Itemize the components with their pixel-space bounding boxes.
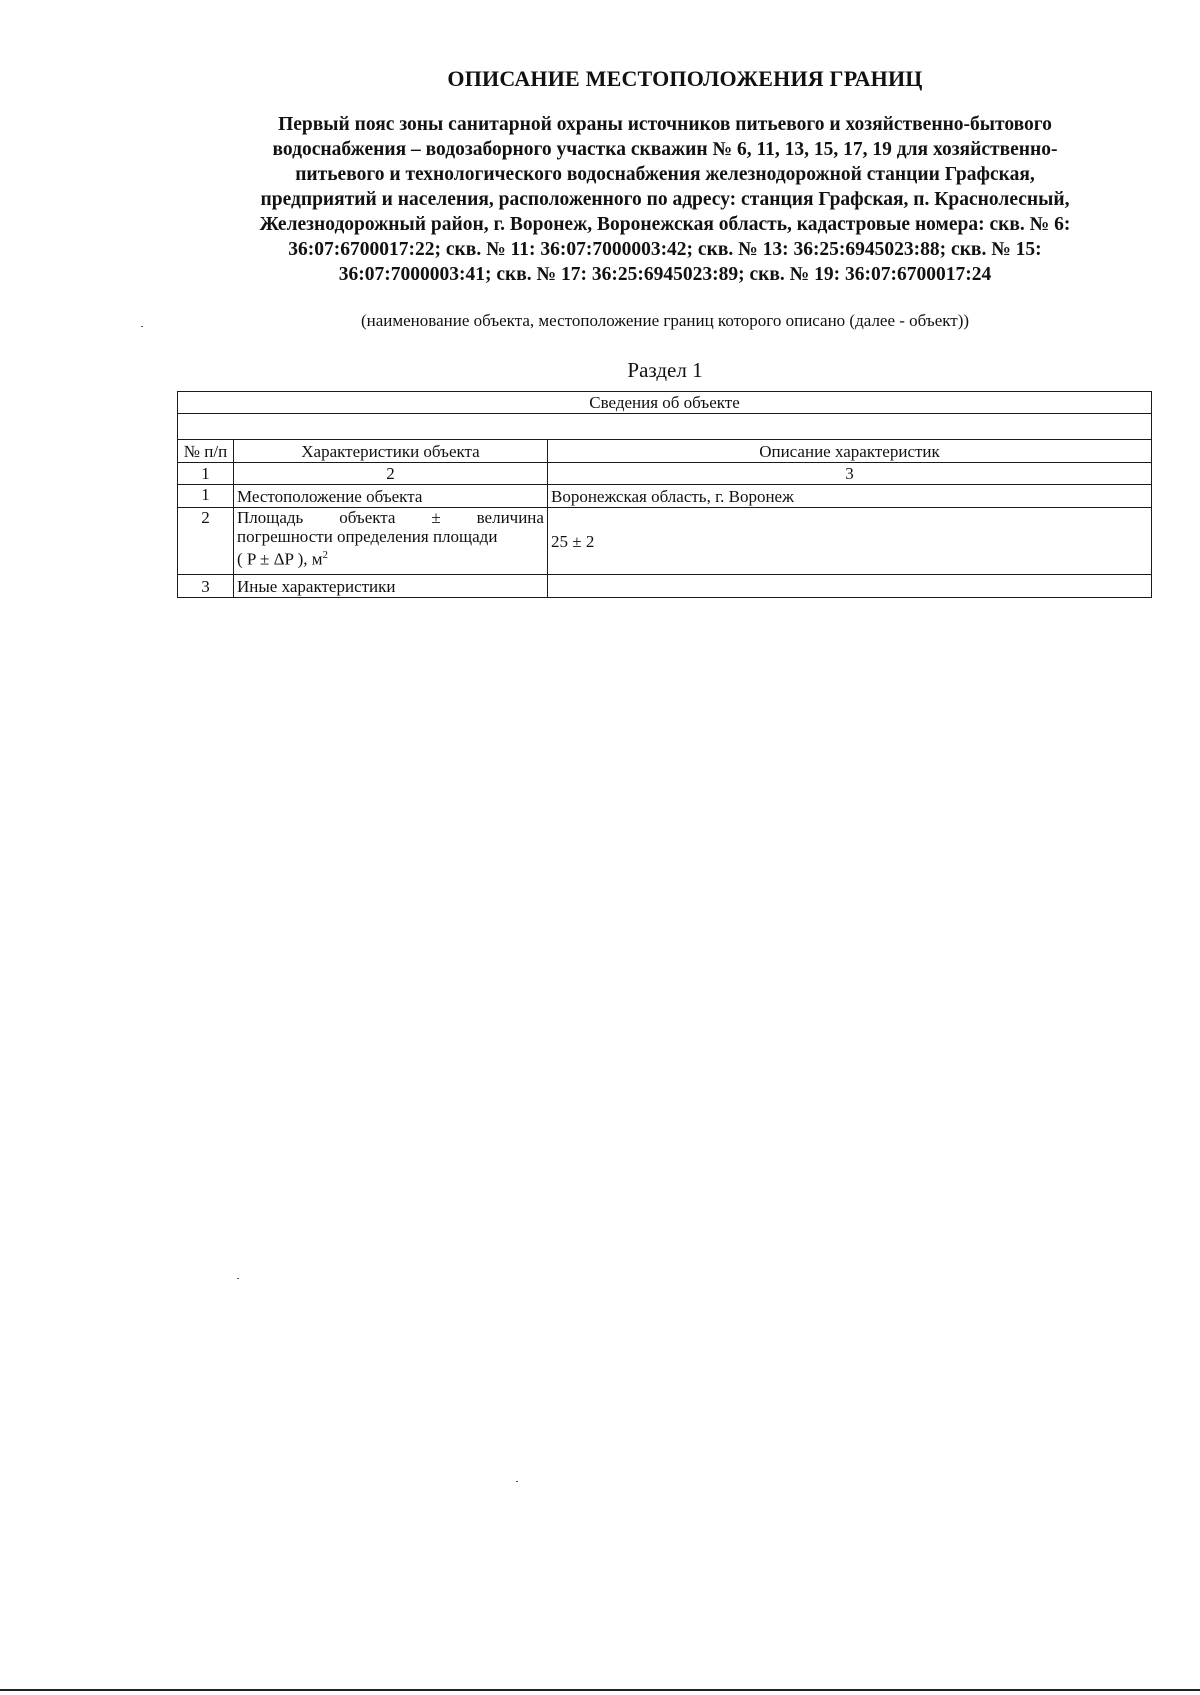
row-characteristic: Местоположение объекта: [234, 485, 548, 508]
table-header-row: [178, 392, 1152, 414]
column-number: 1: [178, 463, 234, 485]
object-name-line: питьевого и технологического водоснабжения железнодорожной станции Графская,: [295, 164, 1035, 185]
table-header: Сведения об объекте: [178, 392, 1152, 414]
row-number: 1: [178, 485, 234, 508]
scan-speck: [237, 1278, 239, 1279]
column-number: 3: [548, 463, 1152, 485]
object-name-line: Первый пояс зоны санитарной охраны источников питьевого и хозяйственно-бытового: [278, 114, 1052, 135]
object-caption: (наименование объекта, местоположение границ которого описано (далее - объект)): [360, 311, 970, 330]
page-bottom-rule: [0, 1689, 1200, 1691]
table-row: [178, 485, 1152, 508]
characteristic-word: величина: [476, 508, 544, 527]
characteristic-formula: ( P ± ΔP ), м: [237, 549, 323, 569]
object-name-line: 36:07:7000003:41; скв. № 17: 36:25:6945023:89; скв. № 19: 36:07:6700017:24: [338, 264, 992, 285]
object-name-line: 36:07:6700017:22; скв. № 11: 36:07:7000003:42; скв. № 13: 36:25:6945023:88; скв. № 15:: [288, 239, 1042, 260]
table-column-numbers: [178, 463, 1152, 485]
row-description: 25 ± 2: [548, 508, 1152, 575]
characteristic-line: [237, 546, 544, 569]
scan-speck: [516, 1481, 518, 1482]
column-header-number: № п/п: [178, 440, 234, 463]
characteristic-word: Площадь: [237, 508, 304, 527]
document-title: ОПИСАНИЕ МЕСТОПОЛОЖЕНИЯ ГРАНИЦ: [447, 66, 923, 91]
object-info-table: [177, 391, 1152, 598]
row-characteristic: [234, 508, 548, 575]
column-header-description: Описание характеристик: [548, 440, 1152, 463]
object-name-line: водоснабжения – водозаборного участка скважин № 6, 11, 13, 15, 17, 19 для хозяйственно-: [272, 139, 1058, 160]
row-characteristic: Иные характеристики: [234, 575, 548, 598]
characteristic-line: [237, 508, 544, 527]
table-blank-row: [178, 414, 1152, 440]
row-description: [548, 575, 1152, 598]
table-row: [178, 508, 1152, 575]
row-number: 2: [178, 508, 234, 575]
row-number: 3: [178, 575, 234, 598]
row-description: Воронежская область, г. Воронеж: [548, 485, 1152, 508]
characteristic-superscript: 2: [322, 549, 328, 561]
scan-speck: [141, 326, 143, 327]
column-header-characteristic: Характеристики объекта: [234, 440, 548, 463]
table-row: [178, 575, 1152, 598]
characteristic-word: ±: [431, 508, 441, 527]
characteristic-line: погрешности определения площади: [237, 527, 498, 546]
characteristic-word: объекта: [339, 508, 396, 527]
object-name: [195, 112, 1135, 287]
section-title: Раздел 1: [627, 358, 703, 382]
object-name-line: Железнодорожный район, г. Воронеж, Воронежская область, кадастровые номера: скв. № 6:: [259, 214, 1071, 235]
column-number: 2: [234, 463, 548, 485]
object-name-line: предприятий и населения, расположенного по адресу: станция Графская, п. Краснолесный,: [260, 189, 1070, 210]
table-blank-cell: [178, 414, 1152, 440]
table-column-headers: [178, 440, 1152, 463]
